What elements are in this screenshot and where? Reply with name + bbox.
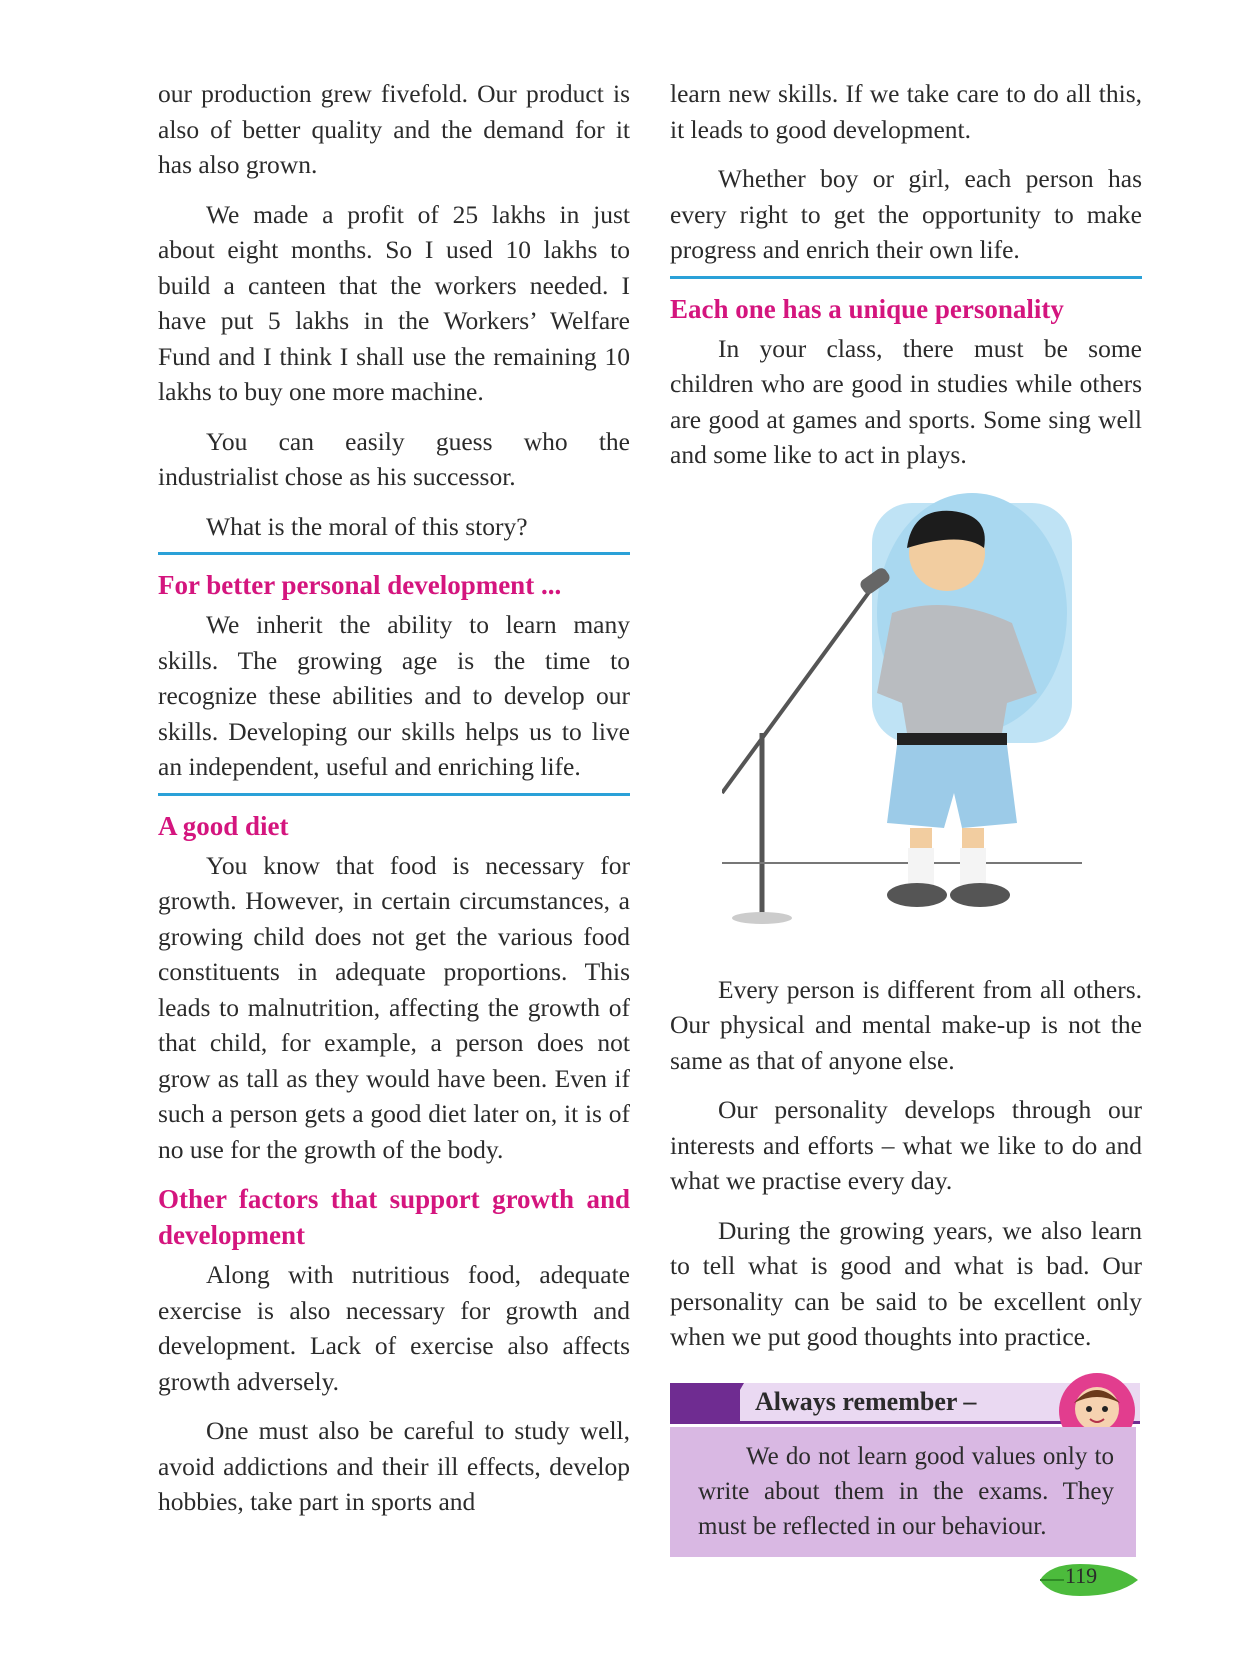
right-column bbox=[670, 76, 1142, 1559]
paragraph: Along with nutritious food, adequate exercise is also necessary for growth and development. Lack of exercise also affects growth adversely. bbox=[158, 1260, 630, 1396]
section-heading: A good diet bbox=[158, 810, 289, 841]
paragraph: our production grew fivefold. Our product is also of better quality and the demand for it has also grown. bbox=[158, 79, 630, 179]
section-heading: Each one has a unique personality bbox=[670, 293, 1064, 324]
paragraph: Every person is different from all others. Our physical and mental make-up is not the same as that of anyone else. bbox=[670, 974, 1142, 1075]
callout-text: We do not learn good values only to write about them in the exams. They must be reflected in our behaviour. bbox=[698, 1442, 1114, 1540]
paragraph: Whether boy or girl, each person has every right to get the opportunity to make progress and enrich their own life. bbox=[670, 164, 1142, 264]
paragraph: learn new skills. If we take care to do all this, it leads to good development. bbox=[670, 79, 1142, 144]
paragraph: What is the moral of this story? bbox=[206, 511, 528, 541]
paragraph: You know that food is necessary for growth. However, in certain circumstances, a growing child does not get the various food constituents in adequate proportions. This leads to malnutrition, affecting the growth of that child, for example, a person does not grow as tall as they would have been. Even if such a person gets a good diet later on, it is of no use for the growth of the body. bbox=[158, 850, 630, 1164]
paragraph: One must also be careful to study well, avoid addictions and their ill effects, develop hobbies, take part in sports and bbox=[158, 1416, 630, 1516]
section-heading: Other factors that support growth and development bbox=[158, 1184, 630, 1250]
paragraph: During the growing years, we also learn to tell what is good and what is bad. Our personality can be said to be excellent only when we put good thoughts into practice. bbox=[670, 1215, 1142, 1351]
paragraph: In your class, there must be some children who are good in studies while others are good at games and sports. Some sing well and some like to act in plays. bbox=[670, 333, 1142, 469]
left-column bbox=[158, 76, 630, 1528]
page-number: 119 bbox=[1065, 1563, 1098, 1588]
callout-title: Always remember – bbox=[755, 1386, 977, 1416]
boy-at-microphone-illustration bbox=[722, 493, 1082, 953]
paragraph: You can easily guess who the industrialist chose as his successor. bbox=[158, 426, 630, 491]
section-divider bbox=[158, 793, 630, 796]
paragraph: We made a profit of 25 lakhs in just about eight months. So I used 10 lakhs to build a canteen that the workers needed. I have put 5 lakhs in the Workers’ Welfare Fund and I think I shall use the remaining 10 lakhs to buy one more machine. bbox=[158, 199, 630, 406]
paragraph: Our personality develops through our interests and efforts – what we like to do and what we practise every day. bbox=[670, 1095, 1142, 1195]
callout-body bbox=[670, 1427, 1136, 1557]
section-heading: For better personal development ... bbox=[158, 570, 562, 600]
always-remember-callout bbox=[670, 1369, 1142, 1559]
paragraph: We inherit the ability to learn many skills. The growing age is the time to recognize these abilities and to develop our skills. Developing our skills helps us to live an independent, useful and enriching life. bbox=[158, 610, 630, 781]
ribbon-fold bbox=[722, 1383, 744, 1421]
section-divider bbox=[158, 552, 630, 555]
section-divider bbox=[670, 276, 1142, 279]
